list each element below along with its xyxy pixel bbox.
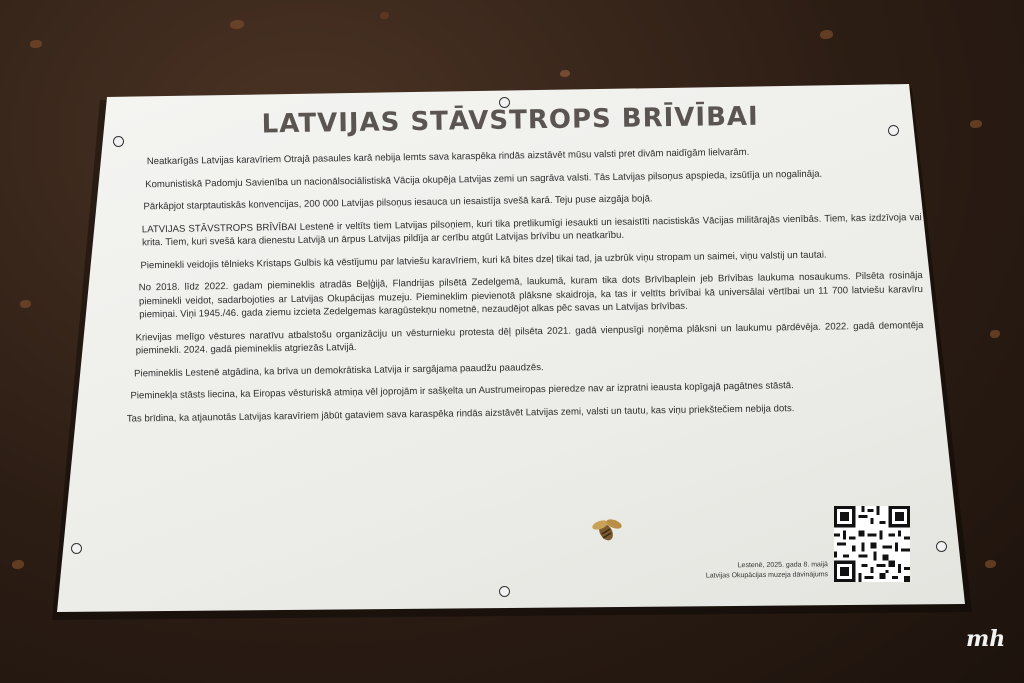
paragraph: No 2018. līdz 2022. gadam piemineklis atradās Beļģijā, Flandrijas pilsētā Zedelgemā, laukumā, kuram tika dots Brīvībaplein jeb Brīvības laukuma nosaukums. Pilsēta rosināja pieminekli veidot, sadarbojoties ar Latvijas Okupācijas muzeju. Piemineklim pievienotā plāksne skaidroja, ka tas ir veltīts brīvībai kā universālai vērtībai un 11 700 latviešu karavīru piemiņai. Viņi 1945./46. gada ziemu izcieta Zedelgemas karagūstekņu nometnē, nezaudējot alkas pēc savas un Latvijas brīvības. <box>138 270 923 321</box>
paragraph: Komunistiskā Padomju Savienība un nacionālsociālistiskā Vācija okupēja Latvijas zemi un sagrāva valsti. Tās Latvijas pilsoņus apspieda, izsūtīja un nogalināja. <box>145 168 823 190</box>
plaque-title: LATVIJAS STĀVSTROPS BRĪVĪBAI <box>261 101 759 140</box>
paragraph: Piemineklis Lestenē atgādina, ka brīva un demokrātiska Latvija ir sargājama paaudžu paaudzēs. <box>134 361 544 379</box>
paragraph: Tas brīdina, ka atjaunotās Latvijas karavīriem jābūt gataviem sava karaspēka rindās aizstāvēt Latvijas zemi, valsti un tautu, kas viņu priekštečiem nebija dots. <box>126 402 795 425</box>
plaque-text <box>100 99 925 435</box>
paragraph: Pieminekli veidojis tēlnieks Kristaps Gulbis kā vēstījumu par latviešu karavīriem, kuri kā bites dzeļ tikai tad, ja uzbrūk viņu stropam un saimei, viņu valstij un tautai. <box>140 249 827 271</box>
paragraph: LATVIJAS STĀVSTROPS BRĪVĪBAI Lestenē ir veltīts tiem Latvijas pilsoņiem, kuri tika pretlikumīgi iesaukti un iesaistīti nacistiskās Vācijas militārajās vienībās. Tiem, kas izdzīvoja vai krita. Tiem, kuri svešā kara dienestu Latvijā un ārpus Latvijas pildīja ar cerību atgūt Latvijas brīvību un neatkarību. <box>141 211 922 249</box>
screw-icon <box>71 543 82 554</box>
photographer-watermark: mh <box>966 626 1006 652</box>
paragraph: Neatkarīgās Latvijas karavīriem Otrajā pasaules karā nebija lemts sava karaspēka rindās aizstāvēt mūsu valsti pret divām naidīgām lielvarām. <box>146 146 750 168</box>
paragraph: Pārkāpjot starptautiskās konvencijas, 200 000 Latvijas pilsoņus iesauca un iesaistīja svešā karā. Teju puse aizgāja bojā. <box>143 193 653 213</box>
screw-icon <box>936 541 947 552</box>
screw-icon <box>499 586 510 597</box>
footer-donor: Latvijas Okupācijas muzeja dāvinājums <box>705 571 829 580</box>
qr-code-icon <box>834 506 910 582</box>
paragraph: Krievijas melīgo vēstures naratīvu atbalstošu organizāciju un vēsturnieku protesta dēļ pilsēta 2021. gadā vienpusīgi noņēma plāksni un laukumu pārdēvēja. 2022. gadā demontēja pieminekli. 2024. gadā piemineklis atgriezās Latvijā. <box>135 319 924 357</box>
paragraph: Pieminekļa stāsts liecina, ka Eiropas vēsturiskā atmiņa vēl joprojām ir sašķelta un Austrumeiropas pieredze nav ar izpratni ieausta kopīgajā pagātnes stāstā. <box>130 380 794 402</box>
bee-icon <box>590 515 624 545</box>
plaque-footer <box>688 560 828 581</box>
footer-date: Lestenē, 2025. gada 8. maijā <box>737 561 828 570</box>
